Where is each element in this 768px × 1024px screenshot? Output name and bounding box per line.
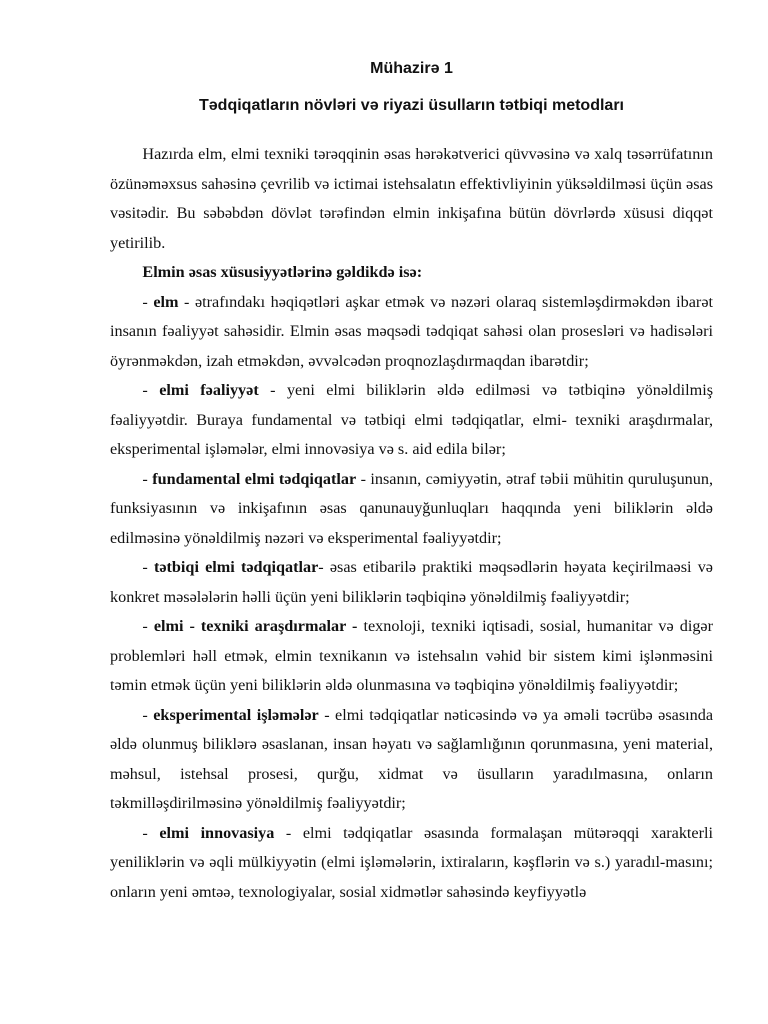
lecture-number: Mühazirə 1 <box>370 60 453 77</box>
definition-text: - elmi tədqiqatlar əsasında formalaşan mütərəqqi xarakterli yeniliklərin və əqli mülkiyyətin (elmi işləmələrin, ixtiraların, kəşflərin və s.) yaradıl-masını; onların yeni əmtəə, texnologiyalar, sosial xidmətlər sahəsində keyfiyyətlə <box>110 823 714 901</box>
document-title: Tədqiqatların növləri və riyazi üsulların tətbiqi metodları <box>199 97 624 114</box>
definition-term: elm <box>153 292 179 311</box>
definition-dash: - <box>142 823 160 842</box>
definition-text: - yeni elmi biliklərin əldə edilməsi və tətbiqinə yönəldilmiş fəaliyyətdir. Buraya fundamental və tətbiqi elmi tədqiqatlar, elmi- texniki araşdırmalar, eksperimental işləmələr, elmi innovəsiya və s. aid edila bilər; <box>110 381 714 458</box>
definition-dash: - <box>142 705 154 724</box>
intro-paragraph <box>110 140 713 258</box>
definition-item <box>110 553 713 612</box>
definition-item <box>110 612 713 701</box>
definition-text: - insanın, cəmiyyətin, ətraf təbii mühitin quruluşunun, funksiyasının və inkişafının əsas qanunauyğunluqları haqqında yeni biliklərin əldə edilməsinə yönəldilmiş nəzəri və eksperimental fəaliyyətdir; <box>110 469 714 547</box>
definition-term: elmi fəaliyyət <box>159 381 259 399</box>
definition-text: - elmi tədqiqatlar nəticəsində və ya əməli təcrübə əsasında əldə olunmuş biliklərə əsaslanan, insan həyatı və sağlamlığının qorunmasına, yeni material, məhsul, istehsal prosesi, qurğu, xidmat və üsulların yaradılmasına, onların təkmilləşdirilməsinə yönəldilmiş fəaliyyətdir; <box>110 705 714 812</box>
definition-dash: - <box>142 558 154 576</box>
document-page <box>110 58 713 907</box>
definition-list <box>110 288 713 908</box>
section-heading-text <box>110 258 713 288</box>
definition-item <box>110 701 713 819</box>
definition-item <box>110 465 713 554</box>
definition-dash: - <box>142 381 160 399</box>
definition-term: elmi - texniki araşdırmalar - <box>153 617 358 635</box>
section-heading-content: Elmin əsas xüsusiyyətlərinə gəldikdə isə: <box>142 263 423 281</box>
document-body <box>110 140 713 907</box>
definition-term: elmi innovasiya <box>159 823 275 842</box>
definition-text: - əsas etibarilə praktiki məqsədlərin həyata keçirilmaəsi və konkret məsələlərin həlli üçün yeni biliklərin təqbiqinə yönəldilmiş fəaliyyətdir; <box>110 558 713 606</box>
definition-item <box>110 376 713 465</box>
definition-text: texnoloji, texniki iqtisadi, sosial, humanitar və digər problemləri həll etmək, elmin texnikanın və istehsalın vəhid bir sistem kimi işlənməsini təmin etmək üçün yeni biliklərin əldə olunmasına və təqbiqinə yönəldilmiş fəaliyyətdir; <box>110 617 713 694</box>
definition-item <box>110 288 713 377</box>
definition-item <box>110 819 713 908</box>
definition-term: tətbiqi elmi tədqiqatlar <box>153 558 319 576</box>
intro-text-content: Hazırda elm, elmi texniki tərəqqinin əsas hərəkətverici qüvvəsinə və xalq təsərrüfatının özünəməxsus sahəsinə çevrilib və ictimai istehsalatın effektivliyinin yüksəldilməsi üçün əsas vəsitədir. Bu səbəbdən dövlət tərəfindən elmin inkişafına bütün dövrlərdə xüsusi diqqət yetirilib. <box>110 145 713 252</box>
definition-term: fundamental elmi tədqiqatlar <box>152 469 357 488</box>
definition-dash: - <box>142 617 154 635</box>
definition-term: eksperimental işləmələr <box>153 705 319 724</box>
definition-dash: - <box>142 292 154 311</box>
definition-dash: - <box>142 469 153 488</box>
intro-text <box>110 140 713 258</box>
section-heading <box>110 258 713 288</box>
definition-text: - ətrafındakı həqiqətləri aşkar etmək və nəzəri olaraq sistemləşdirməkdən ibarət insanın fəaliyyət sahəsidir. Elmin əsas məqsədi tədqiqat sahəsi olan prosesləri və hadisələri öyrənməkdən, izah etməkdən, əvvəlcədən proqnozlaşdırmaqdan ibarətdir; <box>110 292 714 370</box>
